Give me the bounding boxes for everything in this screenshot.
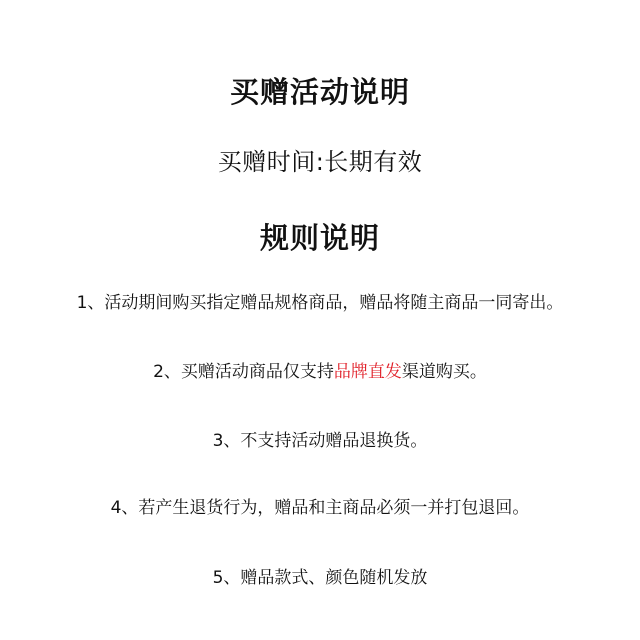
- rule-item-2-highlight: 品牌直发: [333, 362, 402, 382]
- rule-item-4: 4、若产生退货行为，赠品和主商品必须一并打包退回。: [110, 498, 530, 518]
- validity-period: 买赠时间:长期有效: [217, 148, 423, 176]
- rule-item-2-suffix: 渠道购买。: [401, 362, 487, 382]
- rule-item-2: [0, 361, 640, 383]
- rule-item-3: 3、不支持活动赠品退换货。: [212, 431, 428, 451]
- section-title: 规则说明: [259, 221, 380, 255]
- rule-item-2-prefix: 2、买赠活动商品仅支持: [153, 362, 334, 382]
- rule-item-1: 1、活动期间购买指定赠品规格商品，赠品将随主商品一同寄出。: [76, 293, 564, 313]
- rule-item-5: 5、赠品款式、颜色随机发放: [212, 568, 428, 588]
- page-title: 买赠活动说明: [229, 75, 410, 109]
